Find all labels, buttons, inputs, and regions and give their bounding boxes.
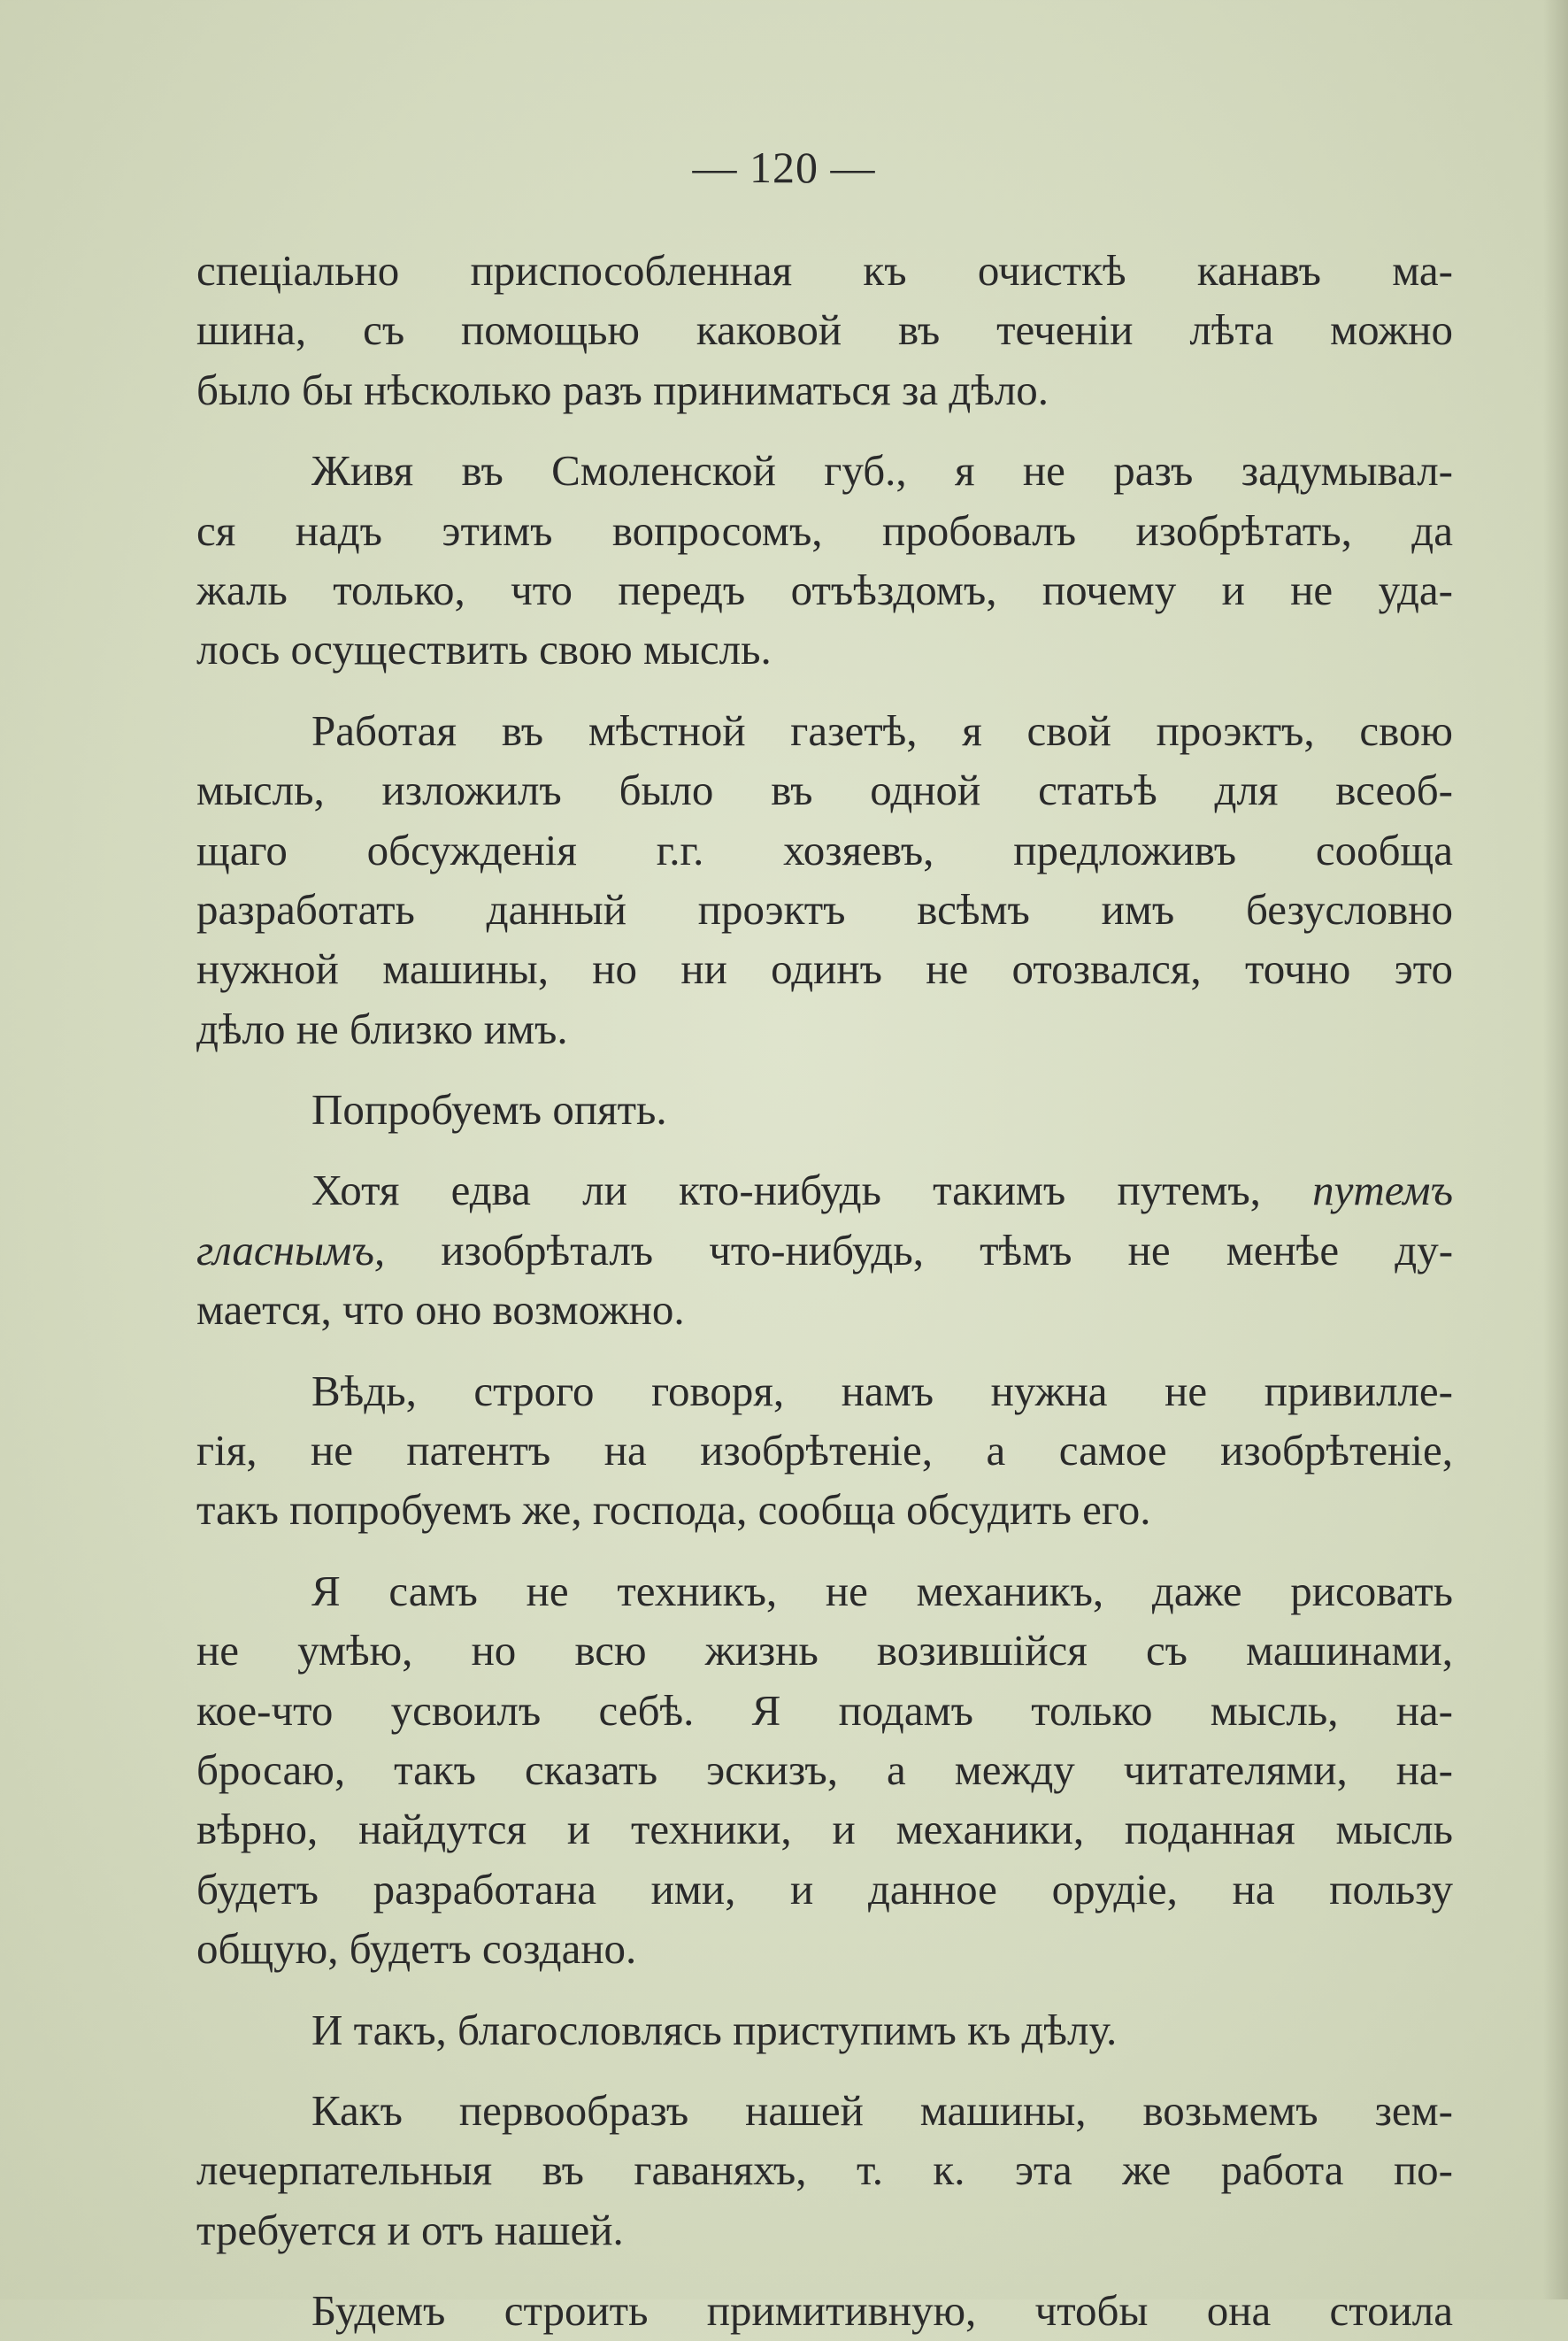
paragraph-3 bbox=[196, 701, 1453, 1059]
paragraph-1 bbox=[196, 241, 1453, 420]
text-line: гія, не патентъ на изобрѣтеніе, а самое изобрѣтеніе, bbox=[196, 1426, 1453, 1475]
paragraph-5 bbox=[196, 1160, 1453, 1339]
text-line: мается, что оно возможно. bbox=[196, 1285, 685, 1335]
text-line: такъ попробуемъ же, господа, сообща обсудить его. bbox=[196, 1485, 1151, 1535]
text-line: Я самъ не техникъ, не механикъ, даже рисовать bbox=[311, 1566, 1453, 1615]
text-segment: изобрѣталъ что-нибудь, тѣмъ не менѣе ду- bbox=[441, 1225, 1454, 1274]
text-line bbox=[196, 1221, 1453, 1280]
text-line: спеціально приспособленная къ очисткѣ канавъ ма- bbox=[196, 246, 1453, 295]
paragraph-9 bbox=[196, 2081, 1453, 2260]
text-line: общую, будетъ создано. bbox=[196, 1924, 637, 1974]
paragraph-2 bbox=[196, 441, 1453, 680]
text-line: шина, съ помощью каковой въ теченіи лѣта можно bbox=[196, 305, 1453, 355]
italic-word: путемъ bbox=[1312, 1166, 1454, 1215]
text-line: Работая въ мѣстной газетѣ, я свой проэктъ, свою bbox=[311, 705, 1453, 755]
paragraph-10 bbox=[196, 2281, 1453, 2340]
text-line: щаго обсужденія г.г. хозяевъ, предложивъ сообща bbox=[196, 825, 1453, 874]
paragraph-6 bbox=[196, 1361, 1453, 1540]
text-line: Вѣдь, строго говоря, намъ нужна не привилле- bbox=[311, 1366, 1453, 1415]
text-line: бросаю, такъ сказать эскизъ, а между читателями, на- bbox=[196, 1744, 1453, 1794]
text-line: кое-что усвоилъ себѣ. Я подамъ только мысль, на- bbox=[196, 1685, 1453, 1735]
text-line: жаль только, что передъ отъѣздомъ, почему и не уда- bbox=[196, 565, 1453, 614]
text-line: нужной машины, но ни одинъ не отозвался, точно это bbox=[196, 944, 1453, 994]
page-edge-shadow bbox=[1543, 0, 1568, 2299]
text-line: требуется и отъ нашей. bbox=[196, 2205, 624, 2254]
paragraph-8 bbox=[196, 2000, 1453, 2060]
page-number: — 120 — bbox=[692, 142, 876, 192]
text-line: ся надъ этимъ вопросомъ, пробовалъ изобрѣтать, да bbox=[196, 505, 1453, 555]
text-line: не умѣю, но всю жизнь возившійся съ машинами, bbox=[196, 1626, 1453, 1675]
text-line: И такъ, благословлясь приступимъ къ дѣлу. bbox=[311, 2005, 1118, 2054]
text-line bbox=[196, 1160, 1453, 1220]
text-line: дѣло не близко имъ. bbox=[196, 1004, 568, 1053]
text-line: Какъ первообразъ нашей машины, возьмемъ зем- bbox=[311, 2085, 1453, 2135]
text-segment: Хотя едва ли кто-нибудь такимъ путемъ, bbox=[311, 1166, 1261, 1215]
text-line: лось осуществить свою мысль. bbox=[196, 625, 772, 674]
text-line: Живя въ Смоленской губ., я не разъ задумывал- bbox=[311, 446, 1453, 496]
paragraph-7 bbox=[196, 1561, 1453, 1979]
paragraph-4 bbox=[196, 1080, 1453, 1139]
text-line: Будемъ строить примитивную, чтобы она стоила bbox=[311, 2286, 1453, 2336]
text-line: Попробуемъ опять. bbox=[311, 1085, 667, 1135]
text-line: было бы нѣсколько разъ приниматься за дѣло. bbox=[196, 365, 1049, 414]
text-line: будетъ разработана ими, и данное орудіе, на пользу bbox=[196, 1864, 1453, 1914]
italic-word: гласнымъ, bbox=[196, 1225, 386, 1274]
text-line: мысль, изложилъ было въ одной статьѣ для всеоб- bbox=[196, 766, 1453, 815]
text-line: лечерпательныя въ гаваняхъ, т. к. эта же работа по- bbox=[196, 2145, 1453, 2195]
text-line: вѣрно, найдутся и техники, и механики, поданная мысль bbox=[196, 1805, 1453, 1854]
text-line: разработать данный проэктъ всѣмъ имъ безусловно bbox=[196, 884, 1453, 934]
text-body bbox=[196, 241, 1453, 2341]
